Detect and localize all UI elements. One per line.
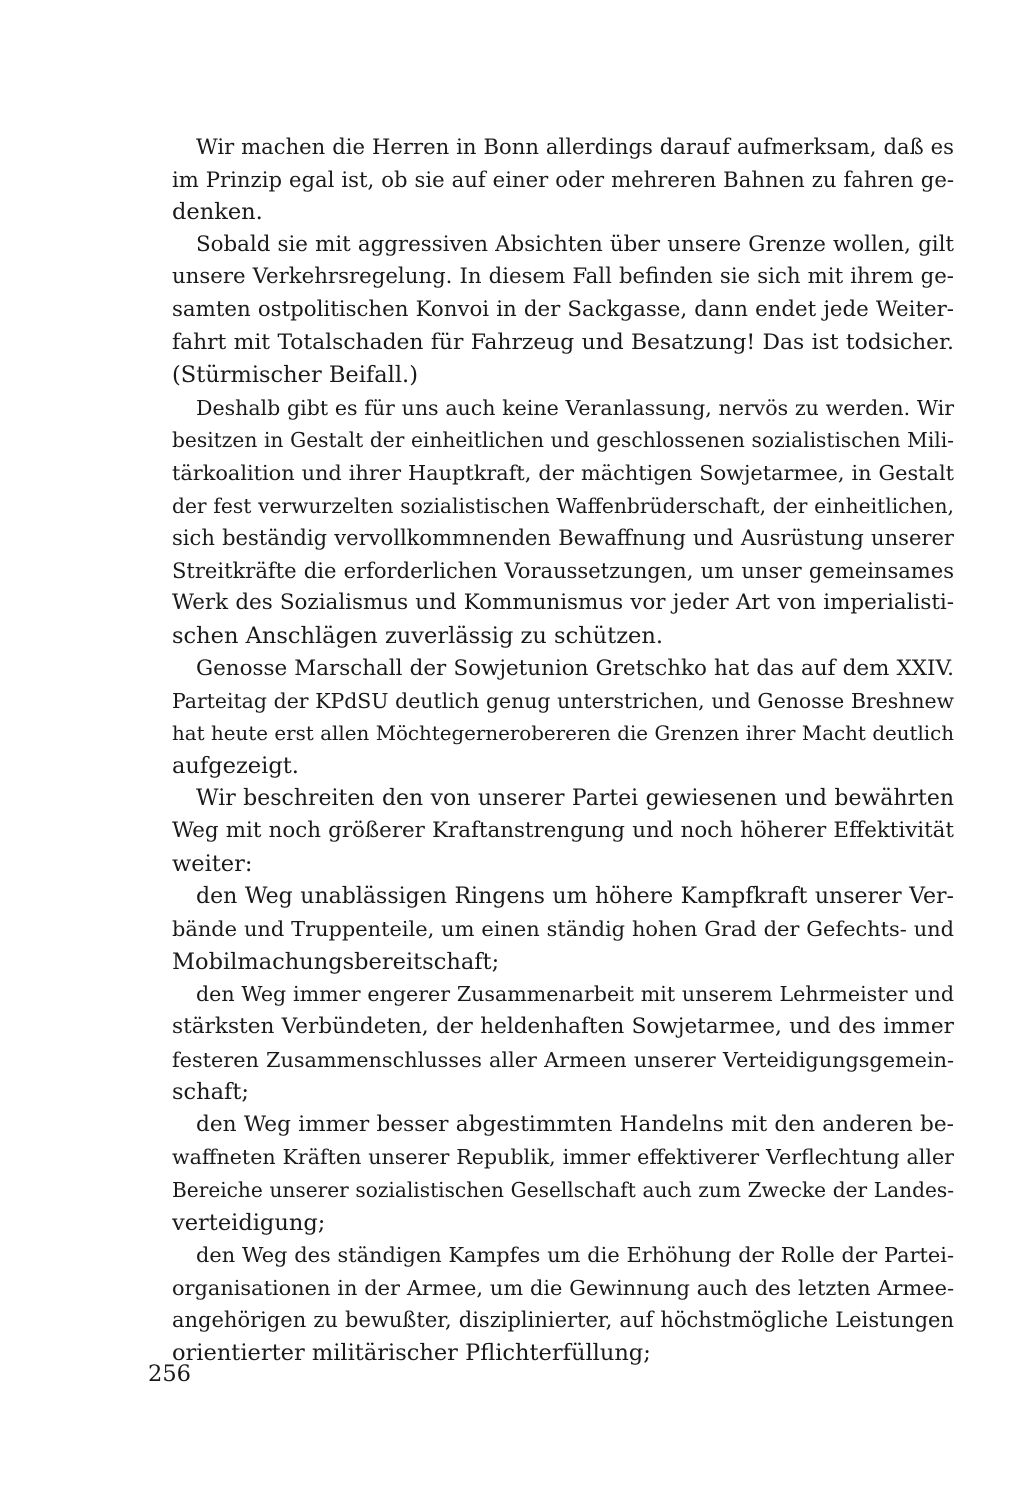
text-line: schaft; [172,1079,250,1106]
text-line: Werk des Sozialismus und Kommunismus vor jeder Art von imperialisti- [172,590,954,616]
text-line: schen Anschlägen zuverlässig zu schützen. [172,622,664,649]
text-line: Parteitag der KPdSU deutlich genug unterstrichen, und Genosse Breshnew [172,689,954,714]
text-line: angehörigen zu bewußter, disziplinierter, auf höchstmögliche Leistungen [172,1308,954,1333]
text-line: fahrt mit Totalschaden für Fahrzeug und Besatzung! Das ist todsicher. [172,329,954,355]
text-line: den Weg immer besser abgestimmten Handelns mit den anderen be- [196,1111,954,1137]
text-line: Sobald sie mit aggressiven Absichten über unsere Grenze wollen, gilt [196,231,954,257]
text-line: den Weg immer engerer Zusammenarbeit mit unserem Lehrmeister und [196,982,954,1007]
text-line: denken. [172,199,263,226]
text-line: sich beständig vervollkommnenden Bewaffnung und Ausrüstung unserer [172,525,954,551]
body-text [148,131,954,1370]
text-line: Streitkräfte die erforderlichen Voraussetzungen, um unser gemeinsames [172,557,954,583]
text-line: aufgezeigt. [172,753,299,780]
text-line: tärkoalition und ihrer Hauptkraft, der mächtigen Sowjetarmee, in Gestalt [172,460,954,485]
paragraph [148,1239,954,1369]
text-line: besitzen in Gestalt der einheitlichen und geschlossenen sozialistischen Mili- [172,428,954,453]
text-line: festeren Zusammenschlusses aller Armeen unserer Verteidigungsgemein- [172,1047,954,1072]
text-line: Bereiche unserer sozialistischen Gesellschaft auch zum Zwecke der Landes- [172,1178,954,1202]
text-line: den Weg unablässigen Ringens um höhere Kampfkraft unserer Ver- [196,883,954,909]
paragraph [148,881,954,979]
text-line: waffneten Kräften unserer Republik, immer effektiverer Verflechtung aller [172,1145,954,1170]
text-line: Mobilmachungsbereitschaft; [172,948,500,975]
text-line: hat heute erst allen Möchtegernerobereren die Grenzen ihrer Macht deutlich [172,721,954,745]
text-line: (Stürmischer Beifall.) [172,362,418,389]
paragraph [148,783,954,881]
text-line: Genosse Marschall der Sowjetunion Gretschko hat das auf dem XXIV. [196,655,954,681]
text-line: organisationen in der Armee, um die Gewinnung auch des letzten Armee- [172,1275,954,1300]
text-line: Deshalb gibt es für uns auch keine Veranlassung, nervös zu werden. Wir [196,395,954,420]
text-line: bände und Truppenteile, um einen ständig hohen Grad der Gefechts- und [172,917,954,942]
paragraph [148,978,954,1108]
text-line: unsere Verkehrsregelung. In diesem Fall befinden sie sich mit ihrem ge- [172,264,954,290]
text-line: verteidigung; [172,1209,326,1236]
paragraph [148,1109,954,1239]
text-line: der fest verwurzelten sozialistischen Waffenbrüderschaft, der einheitlichen, [172,493,954,518]
text-line: samten ostpolitischen Konvoi in der Sackgasse, dann endet jede Weiter- [172,296,954,322]
text-line: stärksten Verbündeten, der heldenhaften Sowjetarmee, und des immer [172,1014,954,1040]
text-line: Wir beschreiten den von unserer Partei gewiesenen und bewährten [196,785,954,811]
page-number: 256 [148,1361,191,1387]
text-line: den Weg des ständigen Kampfes um die Erhöhung der Rolle der Partei- [196,1243,954,1268]
paragraph [148,653,954,783]
paragraph [148,392,954,653]
paragraph [148,229,954,392]
text-line: weiter: [172,851,253,878]
paragraph [148,131,954,229]
text-line: Weg mit noch größerer Kraftanstrengung und noch höherer Effektivität [172,818,954,844]
text-line: Wir machen die Herren in Bonn allerdings darauf aufmerksam, daß es [196,134,954,159]
text-line: orientierter militärischer Pflichterfüllung; [172,1339,651,1366]
text-line: im Prinzip egal ist, ob sie auf einer oder mehreren Bahnen zu fahren ge- [172,166,954,192]
